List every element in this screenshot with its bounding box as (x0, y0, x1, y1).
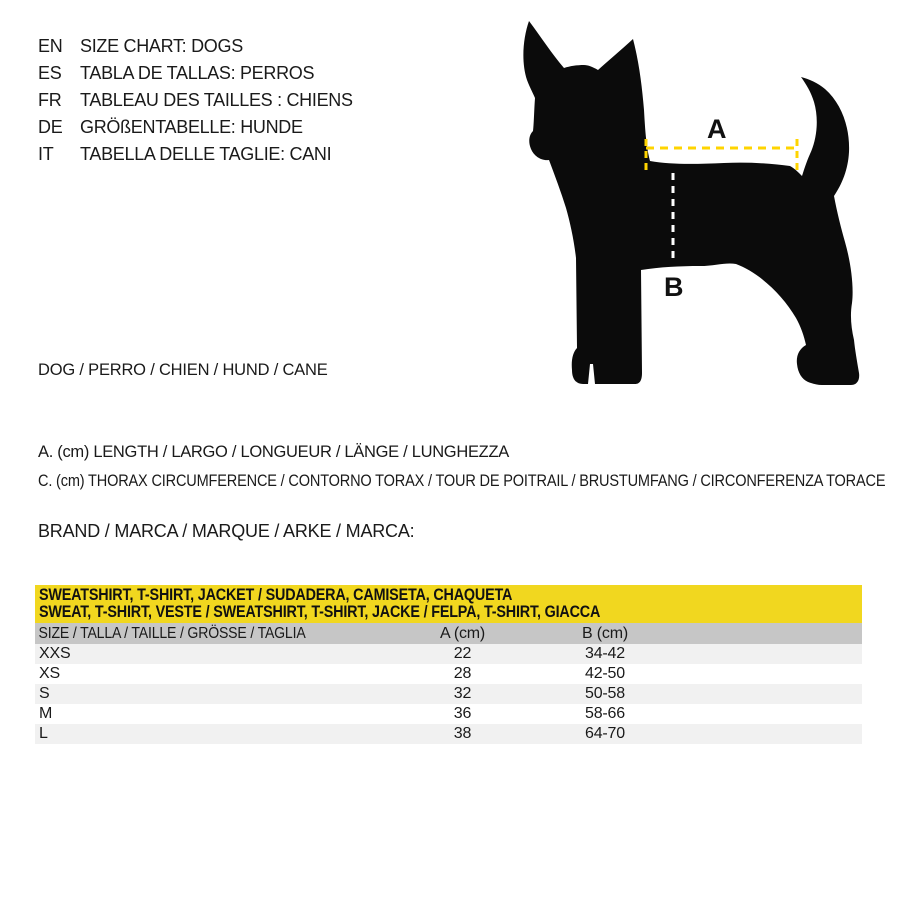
language-row (38, 60, 353, 87)
language-title: GRÖßENTABELLE: HUNDE (80, 117, 303, 137)
row-b-value: 42-50 (585, 665, 625, 682)
row-b-value: 50-58 (585, 685, 625, 702)
measurement-c-description: C. (cm) THORAX CIRCUMFERENCE / CONTORNO TORAX / TOUR DE POITRAIL / BRUSTUMFANG / CIRCONFERENZA TORACE (38, 471, 886, 490)
row-a-value: 32 (453, 685, 472, 702)
dog-silhouette (523, 21, 859, 385)
animal-caption: DOG / PERRO / CHIEN / HUND / CANE (38, 361, 328, 379)
table-header-row (35, 623, 862, 644)
table-row (35, 664, 862, 684)
header-a-cm: A (cm) (439, 625, 486, 642)
language-code: IT (38, 144, 54, 164)
dog-measurement-diagram (500, 0, 900, 400)
row-b-value: 58-66 (585, 705, 625, 722)
table-row (35, 724, 862, 744)
header-size-label: SIZE / TALLA / TAILLE / GRÖSSE / TAGLIA (38, 625, 306, 642)
row-size: XXS (39, 645, 71, 662)
language-title-list (38, 33, 353, 168)
measurement-a-description: A. (cm) LENGTH / LARGO / LONGUEUR / LÄNGE / LUNGHEZZA (38, 443, 509, 461)
header-b-cm: B (cm) (582, 625, 628, 642)
row-a-value: 38 (453, 725, 472, 742)
row-a-value: 28 (453, 665, 472, 682)
table-title-band (35, 585, 862, 623)
dog-diagram-svg (500, 0, 900, 400)
size-table (35, 585, 862, 744)
language-row (38, 114, 353, 141)
language-code: ES (38, 63, 62, 83)
row-b-value: 64-70 (585, 725, 625, 742)
table-row (35, 704, 862, 724)
measure-a-label: A (707, 114, 727, 144)
language-code: DE (38, 117, 63, 137)
language-title: TABLA DE TALLAS: PERROS (80, 63, 315, 83)
row-size: L (39, 725, 48, 742)
language-title: TABELLA DELLE TAGLIE: CANI (80, 144, 332, 164)
language-row (38, 87, 353, 114)
row-size: M (39, 705, 53, 722)
language-row (38, 141, 353, 168)
language-row (38, 33, 353, 60)
row-size: S (39, 685, 50, 702)
row-b-value: 34-42 (585, 645, 625, 662)
table-title-line-1: SWEATSHIRT, T-SHIRT, JACKET / SUDADERA, CAMISETA, CHAQUETA (39, 586, 513, 604)
row-size: XS (39, 665, 60, 682)
language-title: TABLEAU DES TAILLES : CHIENS (80, 90, 353, 110)
brand-label: BRAND / MARCA / MARQUE / ARKE / MARCA: (38, 521, 415, 541)
table-row (35, 644, 862, 664)
language-code: EN (38, 36, 63, 56)
row-a-value: 36 (453, 705, 472, 722)
table-title-line-2: SWEAT, T-SHIRT, VESTE / SWEATSHIRT, T-SHIRT, JACKE / FELPA, T-SHIRT, GIACCA (39, 603, 601, 621)
table-row (35, 684, 862, 704)
measure-b-label: B (664, 272, 684, 302)
row-a-value: 22 (453, 645, 472, 662)
language-code: FR (38, 90, 62, 110)
language-title: SIZE CHART: DOGS (80, 36, 243, 56)
